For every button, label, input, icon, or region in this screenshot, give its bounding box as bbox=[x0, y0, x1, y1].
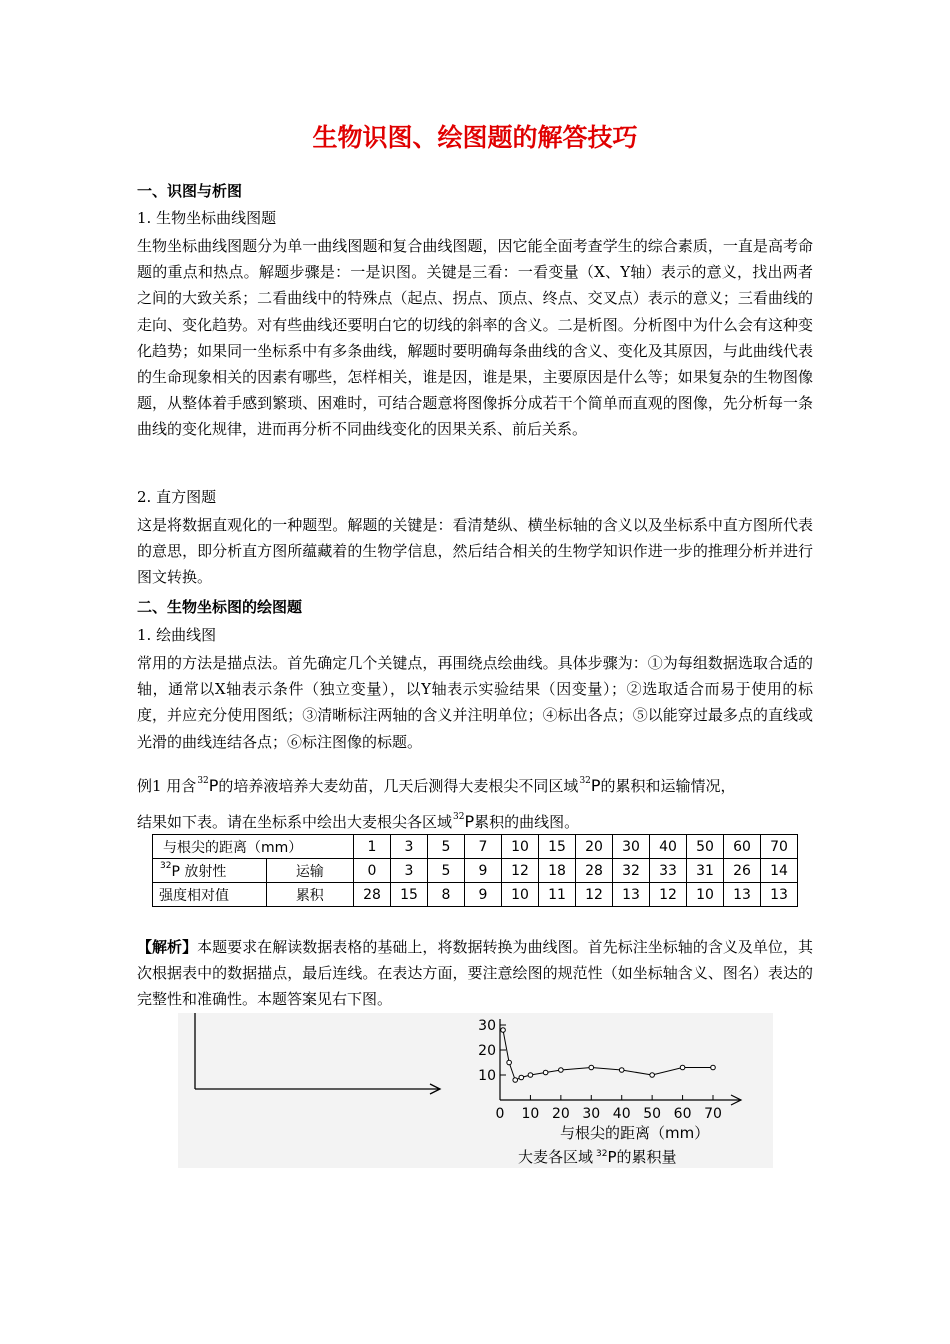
chart-points bbox=[501, 1028, 716, 1083]
table-cell: 8 bbox=[428, 883, 465, 907]
section-1-heading: 一、识图与析图 bbox=[137, 182, 243, 200]
table-row-name-accumulation: 累积 bbox=[266, 883, 353, 907]
section-1-paragraph-1: 生物坐标曲线图题分为单一曲线图题和复合曲线图题，因它能全面考查学生的综合素质，一直是高考命题的重点和热点。解题步骤是：一是识图。关键是三看：一看变量（X、Y轴）表示的意义，找出两者之间的大致关系；二看曲线中的特殊点（起点、拐点、顶点、终点、交叉点）表示的意义；三看曲线的走向、变化趋势。对有些曲线还要明白它的切线的斜率的含义。二是析图。分析图中为什么会有这种变化趋势；如果同一坐标系中有多条曲线，解题时要明确每条曲线的含义、变化及其原因，与此曲线代表的生命现象相关的因素有哪些，怎样相关，谁是因，谁是果，主要原因是什么等；如果复杂的生物图像题，从整体着手感到繁琐、困难时，可结合题意将图像拆分成若干个简单而直观的图像，先分析每一条曲线的变化规律，进而再分析不同曲线变化的因果关系、前后关系。 bbox=[137, 237, 813, 439]
table-cell: 32 bbox=[613, 859, 650, 883]
data-table bbox=[152, 834, 798, 907]
table-cell: 3 bbox=[391, 859, 428, 883]
table-cell: 28 bbox=[354, 883, 391, 907]
chart-x-axis-label: 与根尖的距离（mm） bbox=[560, 1124, 710, 1142]
table-row-distance bbox=[153, 835, 798, 859]
table-cell: 10 bbox=[502, 835, 539, 859]
table-row-transport bbox=[153, 859, 798, 883]
table-cell: 40 bbox=[650, 835, 687, 859]
table-header-label: 与根尖的距离（mm） bbox=[153, 835, 354, 859]
subsection-2-1-heading: 1. 绘曲线图 bbox=[137, 626, 217, 644]
x-tick-label: 20 bbox=[551, 1106, 570, 1122]
table-cell: 12 bbox=[502, 859, 539, 883]
table-cell: 33 bbox=[650, 859, 687, 883]
table-cell: 12 bbox=[576, 883, 613, 907]
section-2-paragraph-1: 常用的方法是描点法。首先确定几个关键点，再围绕点绘曲线。具体步骤为：①为每组数据选取合适的轴，通常以X轴表示条件（独立变量），以Y轴表示实验结果（因变量）；②选取适合而易于使用的标度，并应充分使用图纸；③清晰标注两轴的含义并注明单位；④标出各点；⑤以能穿过最多点的直线或光滑的曲线连结各点；⑥标注图像的标题。 bbox=[137, 654, 813, 751]
table-cell: 12 bbox=[650, 883, 687, 907]
table-cell: 28 bbox=[576, 859, 613, 883]
y-tick-label: 20 bbox=[478, 1043, 496, 1059]
chart-point bbox=[507, 1060, 512, 1065]
table-cell: 5 bbox=[428, 835, 465, 859]
table-row-label-1: $^{32}$P 放射性 bbox=[153, 859, 267, 883]
subsection-1-2-heading: 2. 直方图题 bbox=[137, 488, 217, 506]
table-row-label-2: 强度相对值 bbox=[153, 883, 267, 907]
table-cell: 70 bbox=[761, 835, 798, 859]
chart-point bbox=[559, 1068, 564, 1073]
x-tick-label: 50 bbox=[643, 1106, 662, 1122]
table-cell: 1 bbox=[354, 835, 391, 859]
chart-point bbox=[519, 1075, 524, 1080]
table-cell: 15 bbox=[391, 883, 428, 907]
x-tick-label: 0 bbox=[495, 1106, 505, 1122]
table-cell: 11 bbox=[539, 883, 576, 907]
table-cell: 13 bbox=[724, 883, 761, 907]
table-cell: 10 bbox=[502, 883, 539, 907]
table-cell: 9 bbox=[465, 883, 502, 907]
chart-point bbox=[543, 1070, 548, 1075]
answer-figure bbox=[178, 1013, 773, 1168]
table-cell: 9 bbox=[465, 859, 502, 883]
chart-series-line bbox=[503, 1030, 713, 1080]
table-cell: 15 bbox=[539, 835, 576, 859]
chart-point bbox=[711, 1065, 716, 1070]
table-cell: 14 bbox=[761, 859, 798, 883]
table-row-accumulation bbox=[153, 883, 798, 907]
table-cell: 60 bbox=[724, 835, 761, 859]
table-cell: 30 bbox=[613, 835, 650, 859]
table-cell: 0 bbox=[354, 859, 391, 883]
table-cell: 7 bbox=[465, 835, 502, 859]
chart-point bbox=[680, 1065, 685, 1070]
x-tick-label: 70 bbox=[704, 1106, 722, 1122]
chart-point bbox=[650, 1073, 655, 1078]
chart-point bbox=[619, 1068, 624, 1073]
analysis-paragraph: 【解析】本题要求在解读数据表格的基础上，将数据转换为曲线图。首先标注坐标轴的含义及单位，其次根据表中的数据描点，最后连线。在表达方面，要注意绘图的规范性（如坐标轴含义、图名）表达的完整性和准确性。本题答案见右下图。 bbox=[137, 938, 813, 1009]
section-1-paragraph-2: 这是将数据直观化的一种题型。解题的关键是：看清楚纵、横坐标轴的含义以及坐标系中直方图所代表的意思，即分析直方图所蕴藏着的生物学信息，然后结合相关的生物学知识作进一步的推理分析并进行图文转换。 bbox=[137, 516, 813, 587]
x-tick-label: 30 bbox=[582, 1106, 601, 1122]
x-tick-label: 60 bbox=[673, 1106, 692, 1122]
x-tick-label: 40 bbox=[612, 1106, 631, 1122]
chart-title: 大麦各区域 $^{32}$P的累积量 bbox=[518, 1148, 677, 1166]
y-tick-label: 10 bbox=[478, 1068, 496, 1084]
example-line-2: 结果如下表。请在坐标系中绘出大麦根尖各区域$^{32}$P累积的曲线图。 bbox=[137, 812, 580, 831]
chart-point bbox=[589, 1065, 594, 1070]
table-cell: 10 bbox=[687, 883, 724, 907]
table-cell: 31 bbox=[687, 859, 724, 883]
table-cell: 26 bbox=[724, 859, 761, 883]
section-2-heading: 二、生物坐标图的绘图题 bbox=[137, 598, 303, 616]
subsection-1-1-heading: 1. 生物坐标曲线图题 bbox=[137, 209, 277, 227]
table-cell: 13 bbox=[761, 883, 798, 907]
table-cell: 3 bbox=[391, 835, 428, 859]
y-tick-label: 30 bbox=[478, 1018, 496, 1034]
chart-point bbox=[528, 1073, 533, 1078]
chart-point bbox=[513, 1078, 518, 1083]
table-cell: 5 bbox=[428, 859, 465, 883]
table-cell: 20 bbox=[576, 835, 613, 859]
example-line-1: 例1 用含$^{32}$P的培养液培养大麦幼苗，几天后测得大麦根尖不同区域$^{32}$P的累积和运输情况， bbox=[137, 776, 736, 795]
x-tick-label: 10 bbox=[521, 1106, 540, 1122]
page-title: 生物识图、绘图题的解答技巧 bbox=[312, 123, 638, 152]
table-cell: 18 bbox=[539, 859, 576, 883]
chart-ticks bbox=[478, 1018, 722, 1122]
table-cell: 13 bbox=[613, 883, 650, 907]
chart-point bbox=[501, 1028, 506, 1033]
table-row-name-transport: 运输 bbox=[266, 859, 353, 883]
figure-panel bbox=[178, 1013, 773, 1168]
table-cell: 50 bbox=[687, 835, 724, 859]
